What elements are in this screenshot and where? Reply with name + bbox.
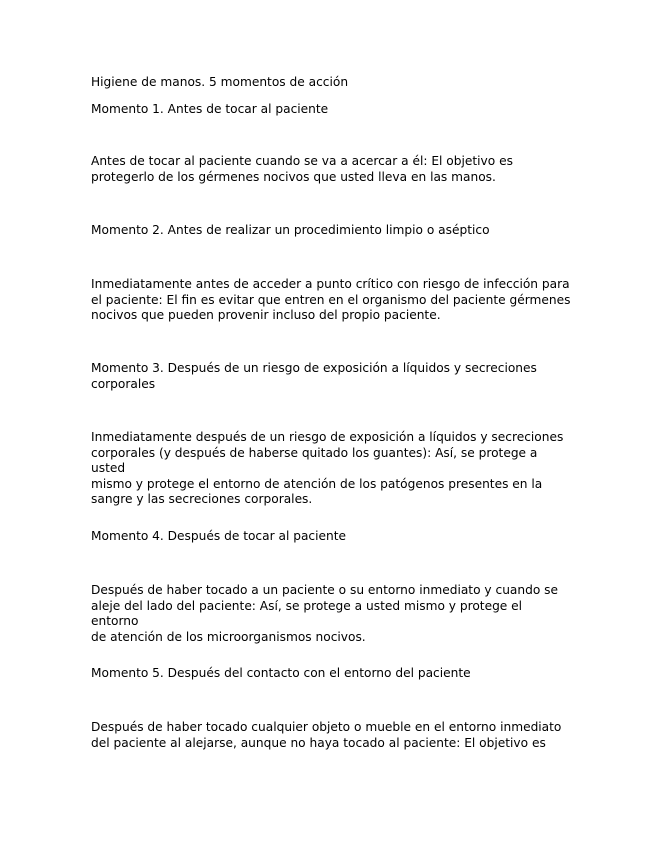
moment-2-heading: Momento 2. Antes de realizar un procedimiento limpio o aséptico: [91, 223, 490, 237]
moment-1-body: Antes de tocar al paciente cuando se va a acercar a él: El objetivo es protegerlo de los gérmenes nocivos que usted lleva en las manos.: [91, 154, 513, 184]
moment-5-heading: Momento 5. Después del contacto con el entorno del paciente: [91, 666, 471, 680]
moment-4-body: Después de haber tocado a un paciente o su entorno inmediato y cuando se aleje del lado del paciente: Así, se protege a usted mismo y protege el entorno de atención de los microorganismos nocivos.: [91, 583, 559, 644]
moment-4-heading: Momento 4. Después de tocar al paciente: [91, 529, 347, 543]
moment-1-heading: Momento 1. Antes de tocar al paciente: [91, 102, 329, 116]
moment-3-heading: Momento 3. Después de un riesgo de exposición a líquidos y secreciones corporales: [91, 361, 537, 391]
moment-3-body: Inmediatamente después de un riesgo de exposición a líquidos y secreciones corporales (y después de haberse quitado los guantes): Así, se protege a usted mismo y protege el entorno de atención de los patógenos presentes en la sangre y las secreciones corporales.: [91, 430, 564, 506]
document-title: Higiene de manos. 5 momentos de acción: [91, 75, 349, 89]
moment-2-body: Inmediatamente antes de acceder a punto crítico con riesgo de infección para el paciente: El fin es evitar que entren en el organismo del paciente gérmenes nocivos que pueden provenir incluso del propio paciente.: [91, 277, 571, 322]
moment-5-body: Después de haber tocado cualquier objeto o mueble en el entorno inmediato del paciente al alejarse, aunque no haya tocado al paciente: El objetivo es: [91, 720, 562, 750]
